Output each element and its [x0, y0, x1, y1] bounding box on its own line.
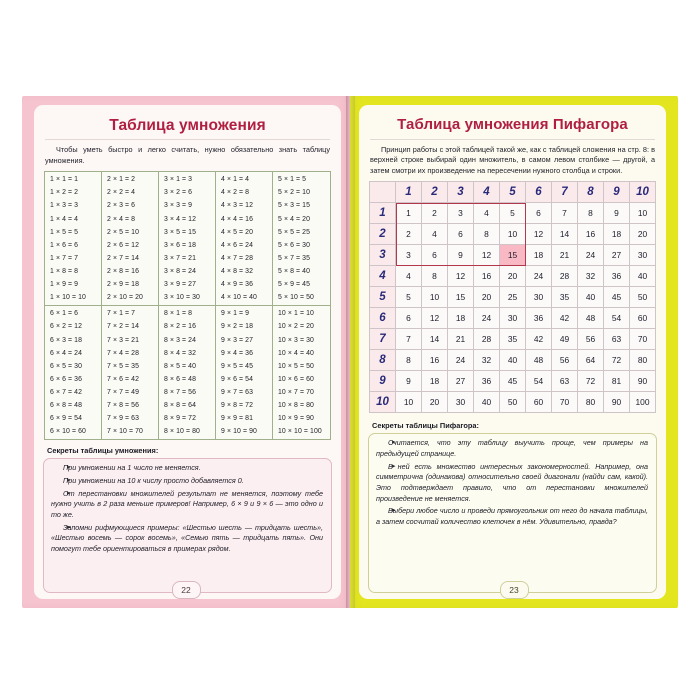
multiplication-column: [273, 306, 330, 439]
pythagoras-cell: 50: [630, 287, 656, 308]
pythagoras-cell: 9: [604, 203, 630, 224]
pythagoras-table: [369, 181, 656, 413]
multiplication-fact: 9 × 1 = 9: [221, 310, 250, 318]
pythagoras-cell: 6: [422, 245, 448, 266]
multiplication-fact: 10 × 7 = 70: [278, 388, 314, 396]
pythagoras-cell: 35: [500, 329, 526, 350]
pythagoras-row: [370, 392, 656, 413]
pythagoras-cell: 100: [630, 392, 656, 413]
pythagoras-cell: 5: [396, 287, 422, 308]
multiplication-fact: 9 × 10 = 90: [221, 428, 257, 436]
pythagoras-cell: 14: [422, 329, 448, 350]
multiplication-fact: 1 × 9 = 9: [50, 281, 79, 289]
pythagoras-cell: 9: [448, 245, 474, 266]
pythagoras-cell: 15: [448, 287, 474, 308]
pythagoras-cell: 12: [422, 308, 448, 329]
pythagoras-cell: 8: [578, 203, 604, 224]
pythagoras-cell: 20: [630, 224, 656, 245]
pythagoras-cell: 27: [448, 371, 474, 392]
multiplication-fact: 5 × 2 = 10: [278, 189, 311, 197]
pythagoras-cell: 12: [474, 245, 500, 266]
pythagoras-cell: 18: [422, 371, 448, 392]
pythagoras-cell: 63: [604, 329, 630, 350]
multiplication-fact: 3 × 4 = 12: [164, 215, 197, 223]
pythagoras-cell: 7: [552, 203, 578, 224]
pythagoras-column-header: 1: [396, 182, 422, 203]
multiplication-fact: 9 × 5 = 45: [221, 362, 254, 370]
multiplication-fact: 5 × 7 = 35: [278, 254, 311, 262]
multiplication-fact: 1 × 7 = 7: [50, 254, 79, 262]
left-secrets-heading: Секреты таблицы умножения:: [47, 446, 159, 456]
multiplication-fact: 3 × 6 = 18: [164, 241, 197, 249]
multiplication-fact: 6 × 2 = 12: [50, 323, 83, 331]
pythagoras-column-header: 9: [604, 182, 630, 203]
pythagoras-cell: 24: [578, 245, 604, 266]
multiplication-fact: 1 × 10 = 10: [50, 294, 86, 302]
pythagoras-cell: 21: [552, 245, 578, 266]
multiplication-fact: 8 × 1 = 8: [164, 310, 193, 318]
left-page-number: 22: [172, 581, 201, 599]
pythagoras-cell: 8: [422, 266, 448, 287]
multiplication-fact: 9 × 2 = 18: [221, 323, 254, 331]
multiplication-fact: 9 × 9 = 81: [221, 415, 254, 423]
pythagoras-row: [370, 224, 656, 245]
pythagoras-cell: 27: [604, 245, 630, 266]
pythagoras-column-header: 6: [526, 182, 552, 203]
pythagoras-header-row: [370, 182, 656, 203]
pythagoras-cell: 18: [526, 245, 552, 266]
multiplication-fact: 4 × 6 = 24: [221, 241, 254, 249]
multiplication-fact: 4 × 5 = 20: [221, 228, 254, 236]
pythagoras-column-header: 2: [422, 182, 448, 203]
multiplication-fact: 6 × 4 = 24: [50, 349, 83, 357]
multiplication-table-block-1: [44, 171, 331, 306]
pythagoras-cell: 28: [552, 266, 578, 287]
multiplication-fact: 8 × 9 = 72: [164, 415, 197, 423]
multiplication-fact: 2 × 5 = 10: [107, 228, 140, 236]
pythagoras-column-header: 10: [630, 182, 656, 203]
pythagoras-cell: 16: [422, 350, 448, 371]
pythagoras-cell: 64: [578, 350, 604, 371]
pythagoras-cell: 90: [604, 392, 630, 413]
pythagoras-cell: 40: [500, 350, 526, 371]
pythagoras-row-header: 6: [370, 308, 396, 329]
multiplication-fact: 6 × 10 = 60: [50, 428, 86, 436]
pythagoras-cell: 18: [448, 308, 474, 329]
secret-bullet-item: ▸ Считается, что эту таблицу выучить проще, чем примеры на предыдущей странице.: [376, 438, 648, 459]
pythagoras-column-header: 4: [474, 182, 500, 203]
multiplication-fact: 5 × 6 = 30: [278, 241, 311, 249]
multiplication-fact: 5 × 5 = 25: [278, 228, 311, 236]
multiplication-column: [102, 306, 159, 439]
multiplication-fact: 7 × 9 = 63: [107, 415, 140, 423]
pythagoras-cell: 3: [448, 203, 474, 224]
left-secrets-box: [43, 458, 332, 593]
right-secrets-heading: Секреты таблицы Пифагора:: [372, 421, 479, 431]
pythagoras-cell: 8: [474, 224, 500, 245]
multiplication-fact: 3 × 8 = 24: [164, 267, 197, 275]
multiplication-fact: 2 × 4 = 8: [107, 215, 136, 223]
pythagoras-cell: 3: [396, 245, 422, 266]
pythagoras-cell: 9: [396, 371, 422, 392]
multiplication-column: [159, 306, 216, 439]
pythagoras-cell: 70: [630, 329, 656, 350]
secret-bullet-item: ▸ В ней есть множество интересных закономерностей. Например, она симметрична (одинакова) относительно своей диагонали (найди сам, какой). Это подтверждает правило, что от перестановки множителей произведение не меняется.: [376, 462, 648, 505]
multiplication-fact: 8 × 4 = 32: [164, 349, 197, 357]
pythagoras-cell: 48: [578, 308, 604, 329]
multiplication-fact: 10 × 5 = 50: [278, 362, 314, 370]
secret-bullet-item: ▸ При умножении на 1 число не меняется.: [51, 463, 323, 474]
pythagoras-cell: 45: [604, 287, 630, 308]
multiplication-fact: 2 × 1 = 2: [107, 176, 136, 184]
pythagoras-corner-cell: [370, 182, 396, 203]
pythagoras-column-header: 8: [578, 182, 604, 203]
pythagoras-cell: 20: [422, 392, 448, 413]
multiplication-fact: 1 × 2 = 2: [50, 189, 79, 197]
pythagoras-cell: 20: [500, 266, 526, 287]
multiplication-column: [273, 172, 330, 305]
pythagoras-cell: 10: [422, 287, 448, 308]
pythagoras-column-header: 7: [552, 182, 578, 203]
multiplication-fact: 7 × 10 = 70: [107, 428, 143, 436]
multiplication-fact: 7 × 1 = 7: [107, 310, 136, 318]
pythagoras-cell: 72: [604, 350, 630, 371]
pythagoras-cell: 8: [396, 350, 422, 371]
multiplication-table-block-2: [44, 306, 331, 440]
multiplication-fact: 10 × 3 = 30: [278, 336, 314, 344]
pythagoras-column-header: 5: [500, 182, 526, 203]
pythagoras-cell: 42: [526, 329, 552, 350]
pythagoras-row: [370, 308, 656, 329]
multiplication-fact: 1 × 1 = 1: [50, 176, 79, 184]
left-page-content: [34, 105, 341, 599]
multiplication-fact: 6 × 6 = 36: [50, 375, 83, 383]
pythagoras-cell: 56: [578, 329, 604, 350]
pythagoras-cell: 24: [526, 266, 552, 287]
pythagoras-highlighted-cell: 15: [500, 245, 526, 266]
right-page: [350, 96, 678, 608]
multiplication-fact: 7 × 8 = 56: [107, 402, 140, 410]
multiplication-column: [45, 172, 102, 305]
pythagoras-cell: 4: [396, 266, 422, 287]
secret-bullet-item: ▸ Запомни рифмующиеся примеры: «Шестью шесть — тридцать шесть», «Шестью восемь — сорок восемь», «Семью пять — тридцать пять». Они помогут тебе ориентироваться в примерах рядом.: [51, 523, 323, 555]
multiplication-fact: 2 × 8 = 16: [107, 267, 140, 275]
multiplication-fact: 1 × 3 = 3: [50, 202, 79, 210]
pythagoras-cell: 40: [474, 392, 500, 413]
pythagoras-cell: 6: [448, 224, 474, 245]
multiplication-column: [159, 172, 216, 305]
pythagoras-row: [370, 245, 656, 266]
pythagoras-cell: 12: [526, 224, 552, 245]
pythagoras-cell: 54: [526, 371, 552, 392]
pythagoras-row: [370, 266, 656, 287]
multiplication-fact: 4 × 8 = 32: [221, 267, 254, 275]
left-page: [22, 96, 350, 608]
pythagoras-cell: 30: [526, 287, 552, 308]
multiplication-fact: 4 × 2 = 8: [221, 189, 250, 197]
multiplication-column: [216, 306, 273, 439]
pythagoras-row-header: 2: [370, 224, 396, 245]
pythagoras-cell: 25: [500, 287, 526, 308]
pythagoras-table-wrap: [369, 181, 656, 413]
pythagoras-cell: 2: [422, 203, 448, 224]
multiplication-fact: 1 × 6 = 6: [50, 241, 79, 249]
pythagoras-cell: 30: [448, 392, 474, 413]
multiplication-fact: 4 × 7 = 28: [221, 254, 254, 262]
multiplication-fact: 2 × 7 = 14: [107, 254, 140, 262]
left-intro-text: Чтобы уметь быстро и легко считать, нужно обязательно знать таблицу умножения.: [45, 145, 330, 165]
multiplication-fact: 7 × 2 = 14: [107, 323, 140, 331]
multiplication-fact: 8 × 8 = 64: [164, 402, 197, 410]
pythagoras-cell: 49: [552, 329, 578, 350]
multiplication-fact: 4 × 3 = 12: [221, 202, 254, 210]
pythagoras-cell: 28: [474, 329, 500, 350]
pythagoras-column-header: 3: [448, 182, 474, 203]
pythagoras-row: [370, 371, 656, 392]
pythagoras-cell: 2: [396, 224, 422, 245]
multiplication-fact: 6 × 9 = 54: [50, 415, 83, 423]
pythagoras-cell: 4: [474, 203, 500, 224]
pythagoras-cell: 36: [474, 371, 500, 392]
pythagoras-row-header: 4: [370, 266, 396, 287]
pythagoras-cell: 10: [396, 392, 422, 413]
pythagoras-cell: 24: [474, 308, 500, 329]
multiplication-fact: 10 × 10 = 100: [278, 428, 322, 436]
multiplication-fact: 6 × 1 = 6: [50, 310, 79, 318]
multiplication-fact: 4 × 1 = 4: [221, 176, 250, 184]
pythagoras-row: [370, 350, 656, 371]
multiplication-fact: 5 × 3 = 15: [278, 202, 311, 210]
pythagoras-cell: 80: [578, 392, 604, 413]
multiplication-fact: 7 × 7 = 49: [107, 388, 140, 396]
pythagoras-cell: 5: [500, 203, 526, 224]
pythagoras-row: [370, 287, 656, 308]
pythagoras-cell: 40: [630, 266, 656, 287]
pythagoras-cell: 50: [500, 392, 526, 413]
right-page-number: 23: [500, 581, 529, 599]
pythagoras-cell: 21: [448, 329, 474, 350]
multiplication-fact: 10 × 6 = 60: [278, 375, 314, 383]
multiplication-fact: 7 × 3 = 21: [107, 336, 140, 344]
pythagoras-cell: 16: [474, 266, 500, 287]
multiplication-fact: 8 × 7 = 56: [164, 388, 197, 396]
multiplication-fact: 2 × 10 = 20: [107, 294, 143, 302]
pythagoras-cell: 6: [396, 308, 422, 329]
multiplication-fact: 8 × 6 = 48: [164, 375, 197, 383]
multiplication-fact: 1 × 4 = 4: [50, 215, 79, 223]
multiplication-fact: 2 × 9 = 18: [107, 281, 140, 289]
pythagoras-cell: 90: [630, 371, 656, 392]
pythagoras-cell: 30: [500, 308, 526, 329]
pythagoras-row-header: 9: [370, 371, 396, 392]
multiplication-fact: 9 × 4 = 36: [221, 349, 254, 357]
pythagoras-cell: 10: [630, 203, 656, 224]
pythagoras-cell: 35: [552, 287, 578, 308]
pythagoras-cell: 36: [604, 266, 630, 287]
pythagoras-row-header: 5: [370, 287, 396, 308]
pythagoras-row: [370, 329, 656, 350]
multiplication-fact: 4 × 9 = 36: [221, 281, 254, 289]
multiplication-fact: 5 × 8 = 40: [278, 267, 311, 275]
pythagoras-cell: 7: [396, 329, 422, 350]
pythagoras-cell: 1: [396, 203, 422, 224]
multiplication-fact: 4 × 10 = 40: [221, 294, 257, 302]
multiplication-fact: 6 × 3 = 18: [50, 336, 83, 344]
multiplication-fact: 2 × 6 = 12: [107, 241, 140, 249]
pythagoras-cell: 18: [604, 224, 630, 245]
pythagoras-cell: 60: [630, 308, 656, 329]
multiplication-fact: 9 × 7 = 63: [221, 388, 254, 396]
pythagoras-row-header: 10: [370, 392, 396, 413]
pythagoras-cell: 32: [578, 266, 604, 287]
pythagoras-cell: 32: [474, 350, 500, 371]
multiplication-column: [45, 306, 102, 439]
pythagoras-cell: 14: [552, 224, 578, 245]
multiplication-fact: 3 × 7 = 21: [164, 254, 197, 262]
open-book: [22, 96, 678, 608]
pythagoras-cell: 16: [578, 224, 604, 245]
pythagoras-cell: 56: [552, 350, 578, 371]
pythagoras-cell: 30: [630, 245, 656, 266]
pythagoras-cell: 48: [526, 350, 552, 371]
multiplication-fact: 8 × 2 = 16: [164, 323, 197, 331]
pythagoras-cell: 12: [448, 266, 474, 287]
pythagoras-cell: 6: [526, 203, 552, 224]
pythagoras-row: [370, 203, 656, 224]
pythagoras-cell: 80: [630, 350, 656, 371]
secret-bullet-item: ▸ Выбери любое число и проведи прямоугольник от него до начала таблицы, а затем сосчитай количество клеточек в нём. Удивительно, правда?: [376, 506, 648, 527]
multiplication-fact: 5 × 9 = 45: [278, 281, 311, 289]
multiplication-fact: 5 × 4 = 20: [278, 215, 311, 223]
secret-bullet-item: ▸ При умножении на 10 к числу просто добавляется 0.: [51, 476, 323, 487]
multiplication-fact: 9 × 3 = 27: [221, 336, 254, 344]
pythagoras-cell: 20: [474, 287, 500, 308]
multiplication-fact: 8 × 10 = 80: [164, 428, 200, 436]
multiplication-column: [102, 172, 159, 305]
right-secrets-box: [368, 433, 657, 593]
pythagoras-row-header: 7: [370, 329, 396, 350]
pythagoras-cell: 42: [552, 308, 578, 329]
multiplication-fact: 6 × 8 = 48: [50, 402, 83, 410]
pythagoras-cell: 45: [500, 371, 526, 392]
multiplication-column: [216, 172, 273, 305]
pythagoras-cell: 72: [578, 371, 604, 392]
pythagoras-cell: 63: [552, 371, 578, 392]
multiplication-fact: 10 × 8 = 80: [278, 402, 314, 410]
pythagoras-row-header: 8: [370, 350, 396, 371]
multiplication-fact: 5 × 1 = 5: [278, 176, 307, 184]
pythagoras-cell: 36: [526, 308, 552, 329]
multiplication-fact: 9 × 8 = 72: [221, 402, 254, 410]
multiplication-fact: 8 × 5 = 40: [164, 362, 197, 370]
multiplication-fact: 5 × 10 = 50: [278, 294, 314, 302]
pythagoras-cell: 54: [604, 308, 630, 329]
left-title-divider: [45, 139, 330, 140]
multiplication-fact: 3 × 2 = 6: [164, 189, 193, 197]
multiplication-fact: 10 × 1 = 10: [278, 310, 314, 318]
multiplication-fact: 3 × 3 = 9: [164, 202, 193, 210]
multiplication-fact: 10 × 9 = 90: [278, 415, 314, 423]
multiplication-fact: 7 × 6 = 42: [107, 375, 140, 383]
pythagoras-cell: 40: [578, 287, 604, 308]
right-page-title: Таблица умножения Пифагора: [397, 116, 628, 133]
multiplication-fact: 3 × 1 = 3: [164, 176, 193, 184]
multiplication-fact: 10 × 2 = 20: [278, 323, 314, 331]
multiplication-fact: 7 × 5 = 35: [107, 362, 140, 370]
left-page-number-wrap: [22, 581, 350, 599]
multiplication-fact: 3 × 5 = 15: [164, 228, 197, 236]
right-intro-text: Принцип работы с этой таблицей такой же, как с таблицей сложения на стр. 8: в верхней строке выбирай один множитель, в самом левом столбике — другой, а затем смотри их произведение на пересечении нужного столбца и строки.: [370, 144, 655, 175]
pythagoras-cell: 60: [526, 392, 552, 413]
multiplication-fact: 2 × 3 = 6: [107, 202, 136, 210]
multiplication-fact: 7 × 4 = 28: [107, 349, 140, 357]
pythagoras-cell: 70: [552, 392, 578, 413]
pythagoras-row-header: 3: [370, 245, 396, 266]
right-title-divider: [370, 139, 655, 140]
multiplication-fact: 1 × 5 = 5: [50, 228, 79, 236]
secret-bullet-item: ▸ От перестановки множителей результат не меняется, поэтому тебе нужно учить в 2 раза меньше примеров! Например, 6 × 9 и 9 × 6 — это одно и то же.: [51, 489, 323, 521]
right-page-number-wrap: [350, 581, 678, 599]
pythagoras-row-header: 1: [370, 203, 396, 224]
multiplication-fact: 3 × 9 = 27: [164, 281, 197, 289]
pythagoras-cell: 81: [604, 371, 630, 392]
multiplication-fact: 1 × 8 = 8: [50, 267, 79, 275]
multiplication-fact: 6 × 7 = 42: [50, 388, 83, 396]
left-page-title: Таблица умножения: [109, 117, 266, 134]
multiplication-fact: 10 × 4 = 40: [278, 349, 314, 357]
pythagoras-cell: 10: [500, 224, 526, 245]
multiplication-fact: 3 × 10 = 30: [164, 294, 200, 302]
multiplication-fact: 8 × 3 = 24: [164, 336, 197, 344]
multiplication-fact: 9 × 6 = 54: [221, 375, 254, 383]
multiplication-fact: 6 × 5 = 30: [50, 362, 83, 370]
pythagoras-cell: 4: [422, 224, 448, 245]
multiplication-fact: 2 × 2 = 4: [107, 189, 136, 197]
pythagoras-cell: 24: [448, 350, 474, 371]
multiplication-fact: 4 × 4 = 16: [221, 215, 254, 223]
right-page-content: [359, 105, 666, 599]
